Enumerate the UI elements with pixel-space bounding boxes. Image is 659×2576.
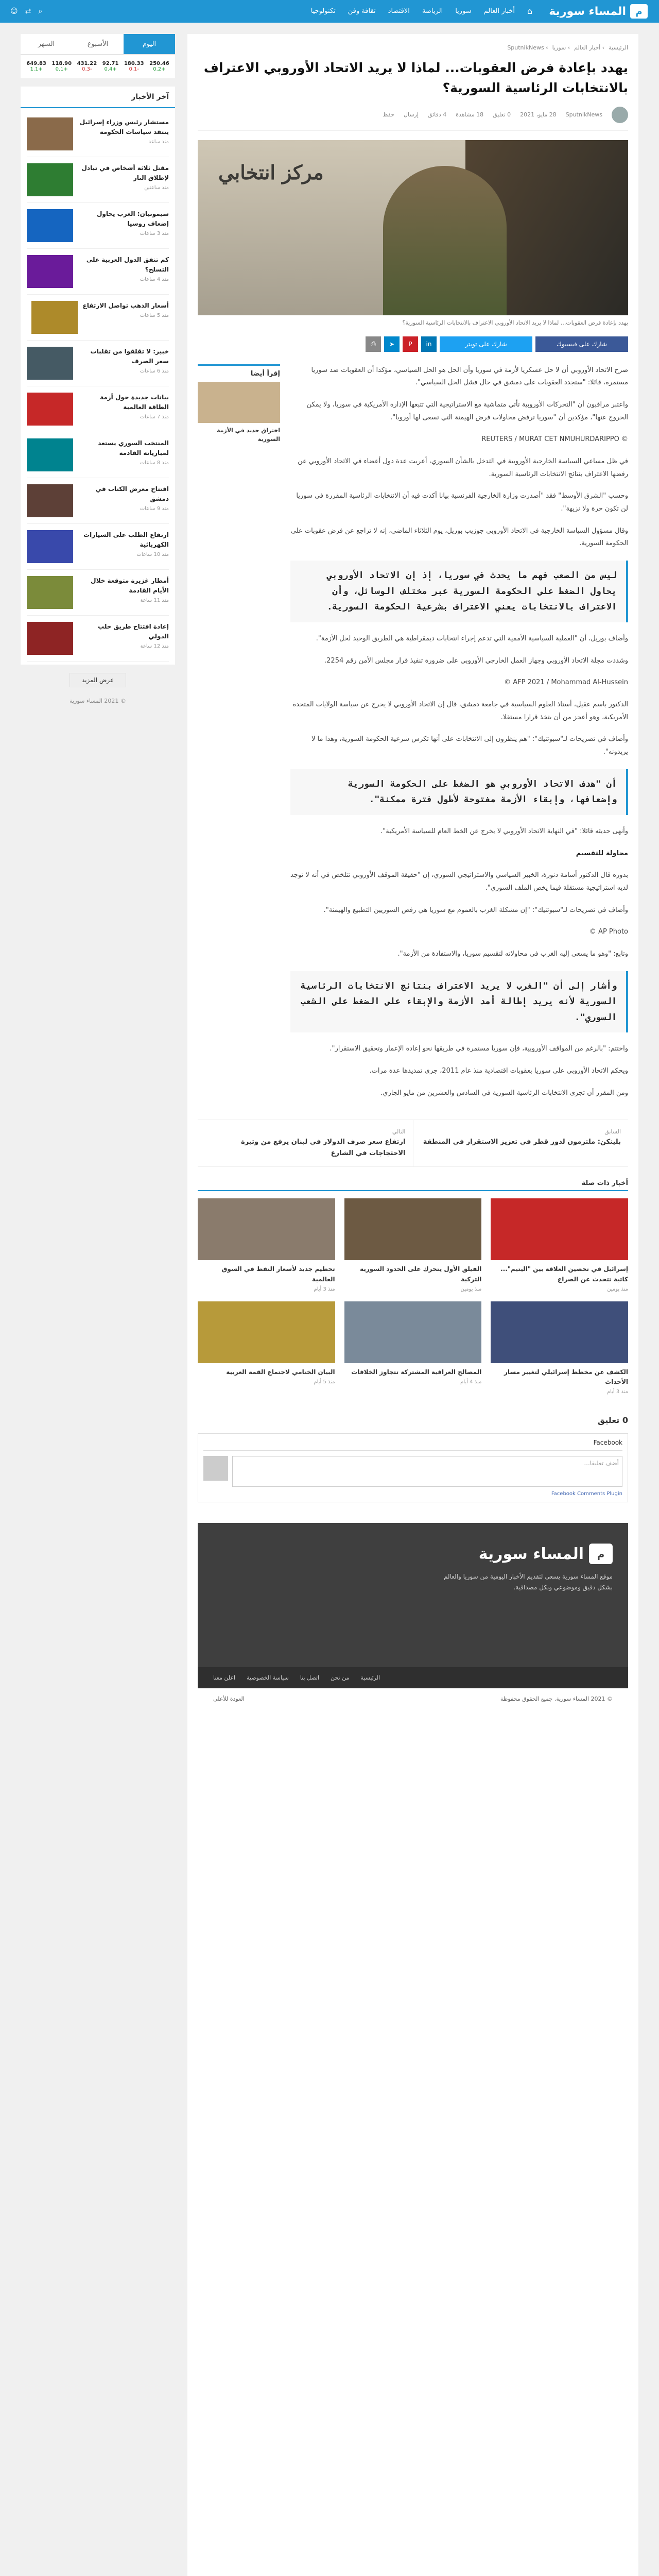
paragraph: وحسب "الشرق الأوسط" فقد "أصدرت وزارة الخارجية الفرنسية بيانا أكدت فيه أن الانتخابات الرئاسية المقررة في سوريا لن تكون حرة ولا نزيهة". [296,492,628,513]
footer-link[interactable]: اتصل بنا [300,1674,320,1682]
paragraph: صرح الاتحاد الأوروبي أن لا حل عسكريا لأزمة في سوريا وأن الحل هو الحل السياسي، مؤكدا أن العقوبات ضد سوريا مستمرة، قائلا: "ستجدد العقوبات على دمشق في حال فشل الحل السياسي". [311,366,628,387]
related-image [198,1198,335,1260]
news-date: منذ ساعة [148,139,169,145]
menu-item-economy[interactable]: الاقتصاد [388,7,410,15]
news-title: أمطار غزيرة متوقعة خلال الأيام القادمة [91,577,169,595]
menu-item-sports[interactable]: الرياضة [422,7,443,15]
image-credit: © REUTERS / MURAT CET NMUHURDARIPPO [481,435,628,444]
related-grid [198,1198,628,1395]
paragraph: وشددت مجلة الاتحاد الأوروبي وجهاز العمل الخارجي الأوروبي على ضرورة تنفيذ قرار مجلس الأمن رقم 2254. [324,656,628,665]
related-card[interactable]: البيان الختامي لاجتماع القمة العربية منذ 5 أيام [198,1301,335,1395]
sidebar-news-item[interactable] [27,249,169,295]
news-title: مقتل ثلاثة أشخاص في تبادل لإطلاق النار [81,164,169,182]
subheading: محاولة للتقسيم [576,849,628,857]
facebook-share-button[interactable]: شارك على فيسبوك [535,336,628,352]
news-thumbnail [27,163,73,196]
pull-quote: ليس من الصعب فهم ما يحدث في سوريا، إذ إن الاتحاد الأوروبي يحاول الضغط على الحكومة السورية عبر مختلف الوسائل، وأن الاعتراف بالانتخابات يعني الاعتراف بشرعية الحكومة السورية. [290,561,628,622]
news-thumbnail [27,438,73,471]
user-icon[interactable]: ☺ [10,7,18,15]
sidebar [21,34,175,704]
paragraph: وأضاف في تصريحات لـ"سبوتنيك": "إن مشكلة الغرب بالعموم مع سوريا هي رفض السوريين التطبيع والهيمنة". [323,906,628,914]
site-footer [198,1523,628,1667]
commenter-avatar [203,1456,228,1481]
news-date: منذ 12 ساعة [140,643,169,650]
paragraph: وأضاف في تصريحات لـ"سبوتنيك": "هم ينظرون إلى الانتخابات على أنها تكرس شرعية الحكومة السورية، وهذا ما لا يريدونه". [311,735,628,756]
load-more-button[interactable]: عرض المزيد [70,673,126,687]
news-date: منذ 6 ساعات [140,368,169,375]
sidebar-news-item[interactable] [27,524,169,570]
pull-quote: وأشار إلى أن "الغرب لا يريد الاعتراف بنتائج الانتخابات الرئاسية السورية لأنه يريد إطالة أمد الأزمة والإبقاء على الضغط على الشعب السوري". [290,971,628,1033]
news-title: كم تنفق الدول العربية على التسلح؟ [86,256,169,274]
also-read-heading: إقرأ أيضا [250,369,280,378]
news-date: منذ 11 ساعة [140,598,169,604]
tab-today[interactable]: اليوم [124,34,175,54]
news-date: منذ 10 ساعات [136,552,169,558]
news-date: منذ 9 ساعات [140,506,169,512]
twitter-share-button[interactable]: شارك على تويتر [440,336,532,352]
crumb-home[interactable]: الرئيسية [609,44,628,51]
related-image [198,1301,335,1363]
related-card[interactable]: الكشف عن مخطط إسرائيلي لتغيير مسار الأحداث منذ 3 أيام [491,1301,628,1395]
comments-plugin-label[interactable]: Facebook Comments Plugin [551,1491,622,1497]
news-title: افتتاح معرض الكتاب في دمشق [95,485,169,503]
footer-links [198,1667,628,1688]
news-thumbnail [31,301,78,334]
news-thumbnail [27,530,73,563]
ticker-item: 250.46 +0.2 [149,61,169,72]
sidebar-news-item[interactable] [27,295,169,341]
previous-post-link[interactable]: السابق بلينكن: ملتزمون لدور قطر في تعزيز الاستقرار في المنطقة [423,1128,621,1146]
news-date: منذ 5 ساعات [140,313,169,319]
paragraph: وأضاف بوريل، أن "العملية السياسية الأممية التي تدعم إجراء انتخابات ديمقراطية هي الطريق الوحيد لحل الأزمة". [316,634,628,642]
news-title: ارتفاع الطلب على السيارات الكهربائية [83,531,169,549]
site-logo[interactable] [537,0,659,23]
logo-mark-icon: م [589,1544,613,1564]
menu-item-syria[interactable]: سوريا [455,7,472,15]
paragraph: في ظل مساعي السياسة الخارجية الأوروبية في التدخل بالشأن السوري، أعربت عدة دول أعضاء في الاتحاد الأوروبي عن رفضها الاعتراف بنتائج الانتخابات الرئاسية السورية. [298,457,628,478]
comment-count[interactable]: 0 تعليق [493,111,511,118]
pinterest-icon[interactable]: P [403,336,418,352]
related-card[interactable]: الفيلق الأول يتحرك على الحدود السورية التركية منذ يومين [344,1198,482,1292]
menu-item-world[interactable]: أخبار العالم [483,7,515,15]
random-icon[interactable]: ⇄ [25,7,31,15]
article-body [290,364,628,1109]
related-card[interactable]: تحطيم جديد لأسعار النفط في السوق العالمية منذ 3 أيام [198,1198,335,1292]
ticker-item: 180.33 -0.1 [124,61,144,72]
crumb-source[interactable]: SputnikNews [507,44,544,51]
sidebar-news-item[interactable] [27,432,169,478]
news-thumbnail [27,347,73,380]
breadcrumb: الرئيسية› أخبار العالم› سوريا› SputnikNews [507,44,628,51]
menu-item-culture[interactable]: ثقافة وفن [348,7,376,15]
footer-link[interactable]: اعلن معنا [213,1674,236,1682]
share-bar [198,336,628,352]
sidebar-news-item[interactable] [27,570,169,616]
news-thumbnail [27,209,73,242]
related-image [344,1198,482,1260]
also-read-title[interactable]: اختراق جديد في الأزمة السورية [217,427,280,443]
sidebar-news-item[interactable] [27,111,169,157]
publish-date: 28 مايو، 2021 [520,111,557,118]
comments-sort[interactable]: Facebook [593,1439,622,1447]
footer-link[interactable]: الرئيسية [360,1674,380,1682]
paragraph: ومن المقرر أن تجرى الانتخابات الرئاسية السورية في السادس والعشرين من مايو الجاري. [380,1089,628,1097]
menu-item-tech[interactable]: تكنولوجيا [310,7,336,15]
news-title: المنتخب السوري يستعد لمبارياته القادمة [98,439,169,457]
related-card[interactable]: المصالح العراقية المشتركة تتجاوز الخلافات منذ 4 أيام [344,1301,482,1395]
ticker-item: 431.22 -0.3 [77,61,97,72]
article-title: يهدد بإعادة فرض العقوبات... لماذا لا يريد الاتحاد الأوروبي الاعتراف بالانتخابات الرئاسية السورية؟ [203,60,628,95]
print-icon[interactable]: ⎙ [366,336,381,352]
paragraph: واختتم: "بالرغم من المواقف الأوروبية، فإن سوريا مستمرة في طريقها نحو إعادة الإعمار وتحقيق الاستقرار". [330,1045,628,1053]
author-avatar[interactable] [612,107,628,123]
related-heading: أخبار ذات صلة [198,1179,628,1191]
sidebar-tabs [21,34,175,55]
logo-mark-icon: م [630,4,648,19]
next-post-link[interactable]: التالي ارتفاع سعر صرف الدولار في لبنان يرفع من وتيرة الاحتجاجات في الشارع [198,1120,413,1167]
pull-quote: أن "هدف الاتحاد الأوروبي هو الضغط على الحكومة السورية وإضعافها، وإبقاء الأزمة مفتوحة لأطول فترة ممكنة". [290,769,628,815]
copyright: © 2021 المساء سورية. جميع الحقوق محفوظة [500,1696,613,1703]
image-credit: AP Photo © [589,928,628,936]
paragraph: واعتبر مراقبون أن "التحركات الأوروبية تأتي متماشية مع الاستراتيجية التي تتبعها الإدارة الأمريكية في سوريا، ولا يمكن الخروج عنها"، مؤكدين أن "سوريا ترفض محاولات فرض الهيمنة التي تسعى لها أوروبا". [306,400,628,421]
paragraph: بدوره قال الدكتور أسامة دنورة، الخبير السياسي والاستراتيجي السوري، إن "حقيقة الموقف الأوروبي تتلخص في أنه لا توجد لديه استراتيجية مستقلة فيما يخص الملف السوري". [290,871,628,892]
hero-soldier-figure [383,166,507,315]
paragraph: وأنهى حديثه قائلا: "في النهاية الاتحاد الأوروبي لا يخرج عن الخط العام للسياسة الأمريكية". [380,827,628,835]
hero-caption: يهدد بإعادة فرض العقوبات... لماذا لا يريد الاتحاد الأوروبي الاعتراف بالانتخابات الرئاسية السورية؟ [402,319,628,326]
sidebar-heading: آخر الأخبار [21,87,175,108]
author-name[interactable]: SputnikNews [565,111,602,118]
search-icon[interactable]: ⌕ [38,7,43,15]
news-title: مستشار رئيس وزراء إسرائيل ينتقد سياسات الحكومة [79,118,169,136]
telegram-icon[interactable]: ➤ [384,336,400,352]
sidebar-news-item[interactable] [27,341,169,386]
also-read-thumbnail[interactable] [198,382,280,423]
footer-about: موقع المساء سورية يسعى لتقديم الأخبار اليومية من سوريا والعالم بشكل دقيق وموضوعي وبكل مصداقية. [443,1573,613,1591]
news-date: منذ 3 ساعات [140,231,169,237]
sidebar-news-item[interactable] [27,478,169,524]
news-title: بيانات جديدة حول أزمة الطاقة العالمية [100,394,169,411]
post-navigation [198,1120,628,1167]
news-date: منذ 7 ساعات [140,414,169,420]
paragraph: الدكتور باسم عقيل، أستاذ العلوم السياسية في جامعة دمشق، قال إن الاتحاد الأوروبي لا يخرج عن سياسة الولايات المتحدة الأمريكية، وهو أعجز من أن يتخذ قرارا مستقلا. [292,700,628,721]
news-thumbnail [27,117,73,150]
sidebar-news-list [21,108,175,665]
hero-sign-text: مركز انتخابي [218,160,324,184]
image-credit: AFP 2021 / Mohammad Al-Hussein © [504,679,628,687]
news-date: منذ ساعتين [144,185,169,191]
footer-link[interactable]: من نحن [331,1674,350,1682]
news-title: أسعار الذهب تواصل الارتفاع [82,302,169,309]
facebook-comments-box [198,1433,628,1502]
back-to-top-button[interactable]: العودة للأعلى [213,1696,245,1703]
news-date: منذ 4 ساعات [140,277,169,283]
market-ticker [21,55,175,78]
footer-bottom [198,1688,628,1709]
news-title: خبير: لا تقلقوا من تقلبات سعر الصرف [90,348,169,365]
also-read-box [198,364,280,450]
related-image [491,1198,628,1260]
news-thumbnail [27,484,73,517]
article-main [187,34,638,2576]
news-thumbnail [27,255,73,288]
comment-input[interactable]: أضف تعليقا... [232,1456,622,1487]
paragraph: ويحكم الاتحاد الأوروبي على سوريا بعقوبات اقتصادية منذ عام 2011، جرى تمديدها عدة مرات. [369,1067,628,1075]
sidebar-news-item[interactable] [27,386,169,432]
site-name: المساء سورية [549,5,626,18]
news-thumbnail [27,622,73,655]
footer-link[interactable]: سياسة الخصوصية [247,1674,289,1682]
crumb-world[interactable]: أخبار العالم [574,44,601,51]
ticker-item: 118.90 +0.1 [51,61,72,72]
comments-section [198,1415,628,1502]
sidebar-news-item[interactable] [27,203,169,249]
linkedin-icon[interactable]: in [421,336,437,352]
paragraph: وقال مسؤول السياسة الخارجية في الاتحاد الأوروبي جوزيب بوريل، يوم الثلاثاء الماضي، إنه لا تراجع عن فرض عقوبات على الحكومة السورية. [290,527,628,548]
news-title: سيمونيان: الغرب يحاول إضعاف روسيا [96,210,169,228]
footer-logo[interactable]: م المساء سورية [213,1544,613,1564]
sidebar-copyright: © 2021 المساء سورية [70,698,126,704]
email-link[interactable]: إرسال [404,111,419,118]
comments-heading: 0 تعليق [597,1415,628,1426]
news-thumbnail [27,393,73,426]
main-menu [42,0,537,23]
article-meta [198,107,628,131]
ticker-item: 92.71 +0.4 [102,61,119,72]
related-image [344,1301,482,1363]
news-title: إعادة افتتاح طريق حلب الدولي [98,623,169,640]
save-link[interactable]: حفظ [383,111,394,118]
view-count: 18 مشاهدة [456,111,484,118]
related-card[interactable]: إسرائيل في تحصين العلاقة بين "اليتيم"... كاتبة تتحدث عن الصراع منذ يومين [491,1198,628,1292]
sidebar-news-item[interactable] [27,616,169,662]
related-image [491,1301,628,1363]
home-icon[interactable]: ⌂ [527,6,533,16]
header-tools [10,7,42,15]
paragraph: وتابع: "وهو ما يسعى إليه الغرب في محاولاته لتقسيم سوريا، والاستفادة من الأزمة". [397,950,628,958]
tab-month[interactable]: الشهر [38,40,55,48]
news-thumbnail [27,576,73,609]
hero-image [198,140,628,315]
sidebar-news-item[interactable] [27,157,169,203]
top-nav-bar [0,0,659,23]
news-date: منذ 8 ساعات [140,460,169,466]
crumb-syria[interactable]: سوريا [552,44,566,51]
read-time: 4 دقائق [427,111,447,118]
ticker-item: 649.83 +1.1 [26,61,46,72]
tab-week[interactable]: الأسبوع [87,40,109,48]
